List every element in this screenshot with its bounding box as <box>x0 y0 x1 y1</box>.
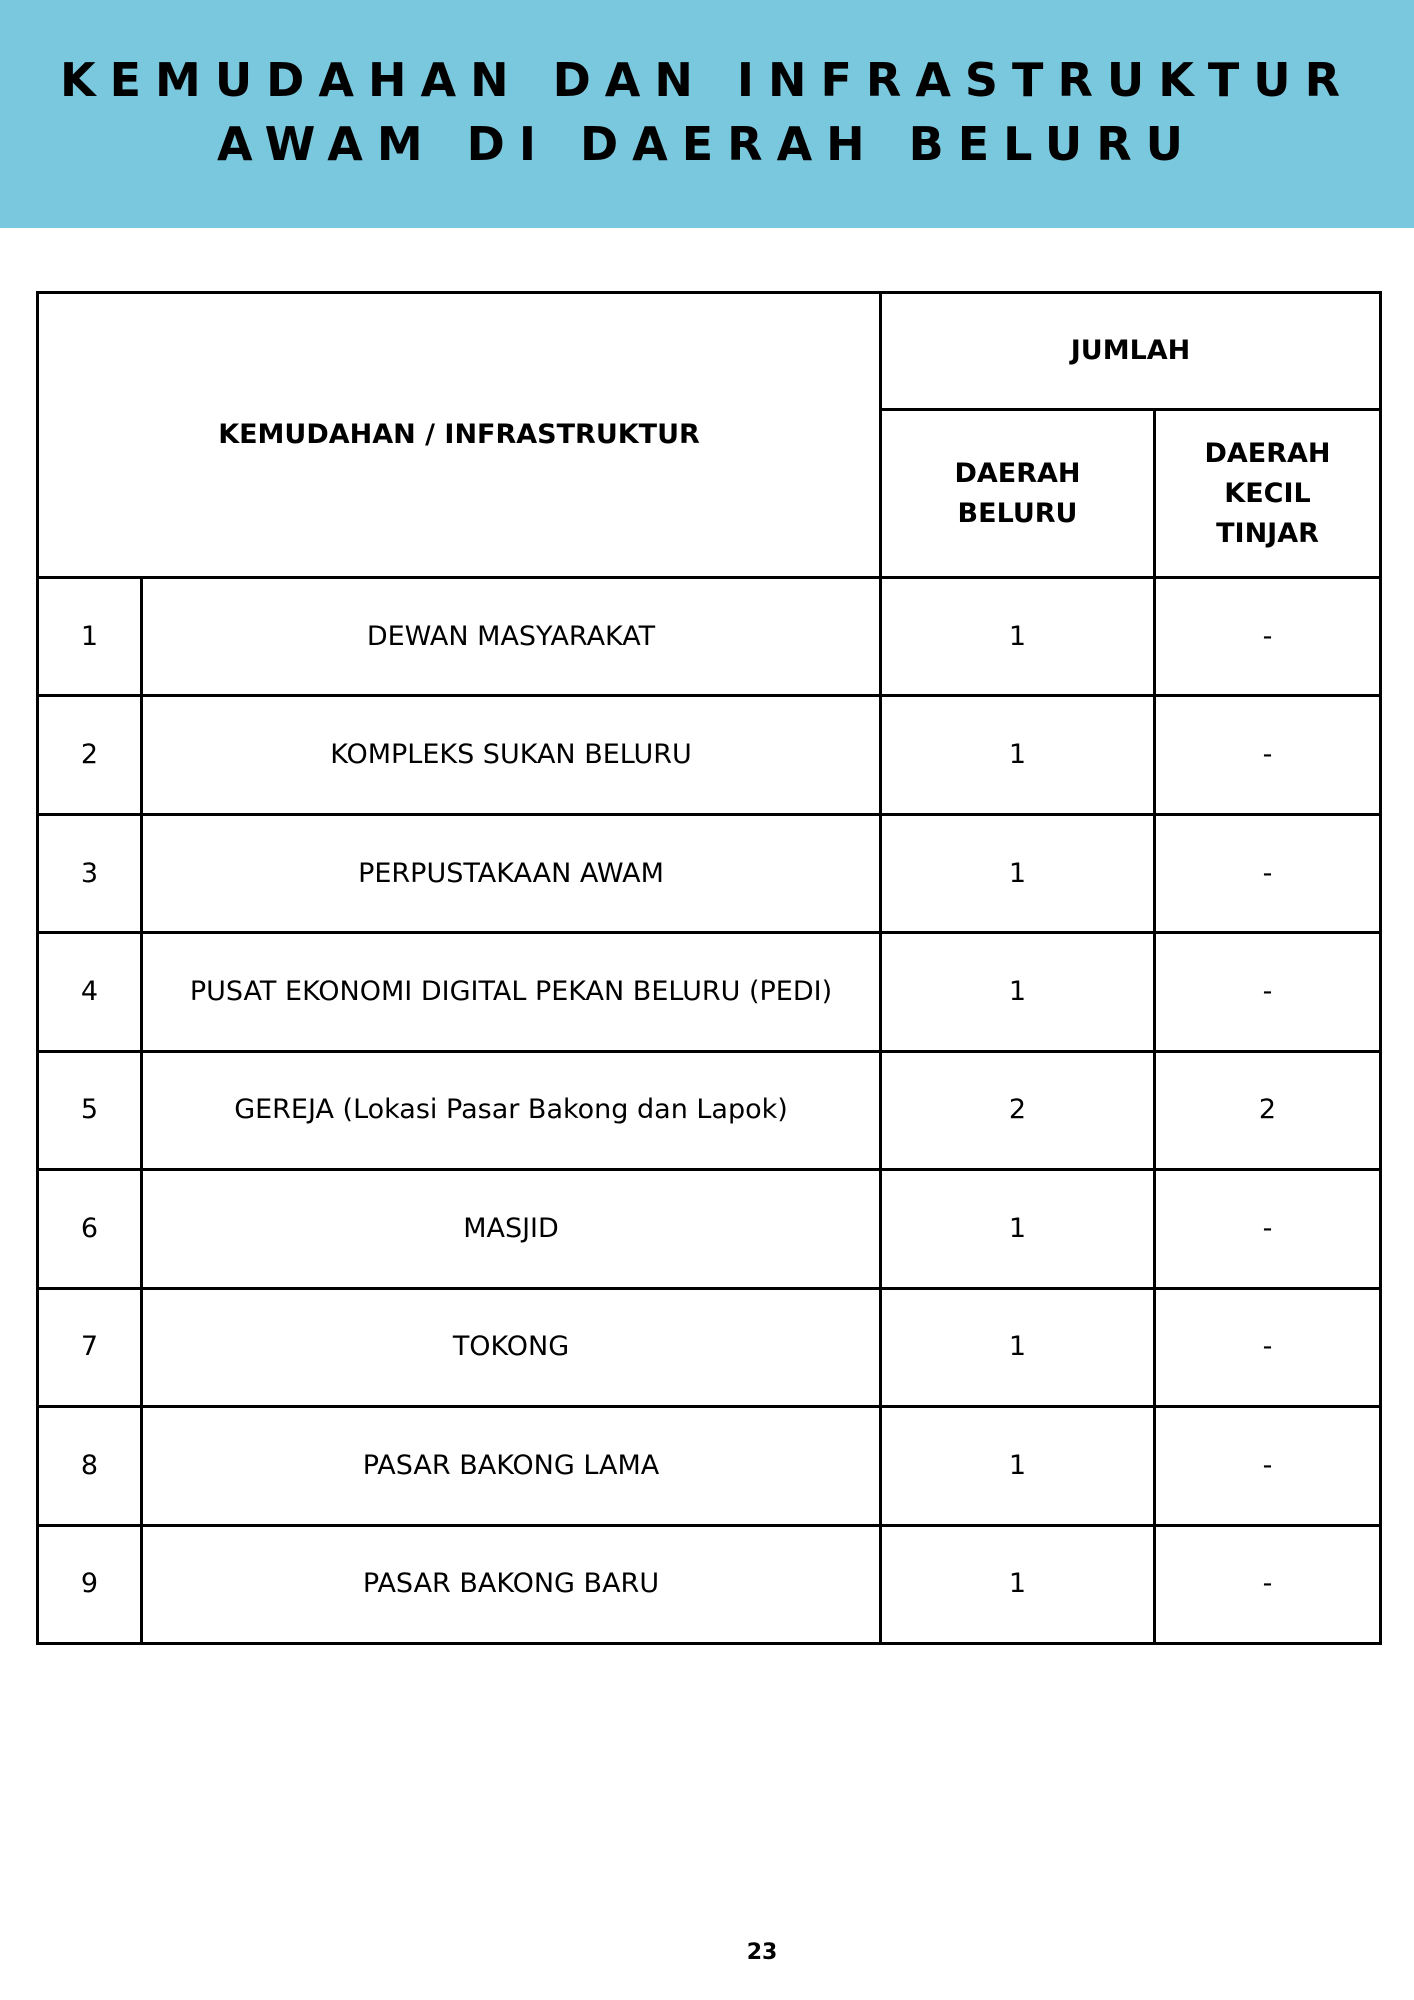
table-row <box>38 1051 1381 1169</box>
tinjar-column-header <box>1155 410 1381 578</box>
beluru-count: 1 <box>881 1407 1155 1525</box>
facility-column-header: KEMUDAHAN / INFRASTRUKTUR <box>38 293 881 578</box>
facility-name: DEWAN MASYARAKAT <box>142 578 881 696</box>
table-row <box>38 1288 1381 1406</box>
table-row <box>38 696 1381 814</box>
row-number: 5 <box>38 1051 142 1169</box>
total-column-header: JUMLAH <box>881 293 1381 410</box>
row-number: 3 <box>38 814 142 932</box>
facility-name: KOMPLEKS SUKAN BELURU <box>142 696 881 814</box>
row-number: 2 <box>38 696 142 814</box>
row-number: 8 <box>38 1407 142 1525</box>
table-row <box>38 933 1381 1051</box>
tinjar-count: - <box>1155 1170 1381 1288</box>
beluru-count: 1 <box>881 814 1155 932</box>
page-title-line-2: AWAM DI DAERAH BELURU <box>217 117 1197 171</box>
facility-name: PUSAT EKONOMI DIGITAL PEKAN BELURU (PEDI) <box>142 933 881 1051</box>
tinjar-count: 2 <box>1155 1051 1381 1169</box>
beluru-count: 1 <box>881 1525 1155 1644</box>
tinjar-header-line: TINJAR <box>1216 517 1319 549</box>
tinjar-count: - <box>1155 1288 1381 1406</box>
page-number: 23 <box>746 1940 778 1965</box>
beluru-count: 1 <box>881 1170 1155 1288</box>
beluru-column-header <box>881 410 1155 578</box>
tinjar-count: - <box>1155 1407 1381 1525</box>
row-number: 6 <box>38 1170 142 1288</box>
tinjar-count: - <box>1155 578 1381 696</box>
page-title-line-1: KEMUDAHAN DAN INFRASTRUKTUR <box>59 53 1355 107</box>
tinjar-count: - <box>1155 1525 1381 1644</box>
beluru-count: 1 <box>881 933 1155 1051</box>
row-number: 9 <box>38 1525 142 1644</box>
tinjar-count: - <box>1155 933 1381 1051</box>
facility-name: PASAR BAKONG BARU <box>142 1525 881 1644</box>
beluru-count: 1 <box>881 1288 1155 1406</box>
tinjar-header-line: DAERAH <box>1204 437 1331 469</box>
facility-name: MASJID <box>142 1170 881 1288</box>
table-row <box>38 1525 1381 1644</box>
table-row <box>38 1407 1381 1525</box>
tinjar-count: - <box>1155 696 1381 814</box>
row-number: 4 <box>38 933 142 1051</box>
facility-name: PASAR BAKONG LAMA <box>142 1407 881 1525</box>
row-number: 7 <box>38 1288 142 1406</box>
title-banner <box>0 0 1414 228</box>
facility-name: PERPUSTAKAAN AWAM <box>142 814 881 932</box>
beluru-header-line: BELURU <box>957 497 1078 529</box>
beluru-header-line: DAERAH <box>954 457 1081 489</box>
beluru-count: 2 <box>881 1051 1155 1169</box>
tinjar-count: - <box>1155 814 1381 932</box>
table-row <box>38 1170 1381 1288</box>
facilities-table <box>36 291 1382 1645</box>
facility-name: GEREJA (Lokasi Pasar Bakong dan Lapok) <box>142 1051 881 1169</box>
beluru-count: 1 <box>881 696 1155 814</box>
table-header-row <box>38 293 1381 410</box>
facility-name: TOKONG <box>142 1288 881 1406</box>
beluru-count: 1 <box>881 578 1155 696</box>
table-row <box>38 578 1381 696</box>
row-number: 1 <box>38 578 142 696</box>
table-row <box>38 814 1381 932</box>
tinjar-header-line: KECIL <box>1224 477 1311 509</box>
